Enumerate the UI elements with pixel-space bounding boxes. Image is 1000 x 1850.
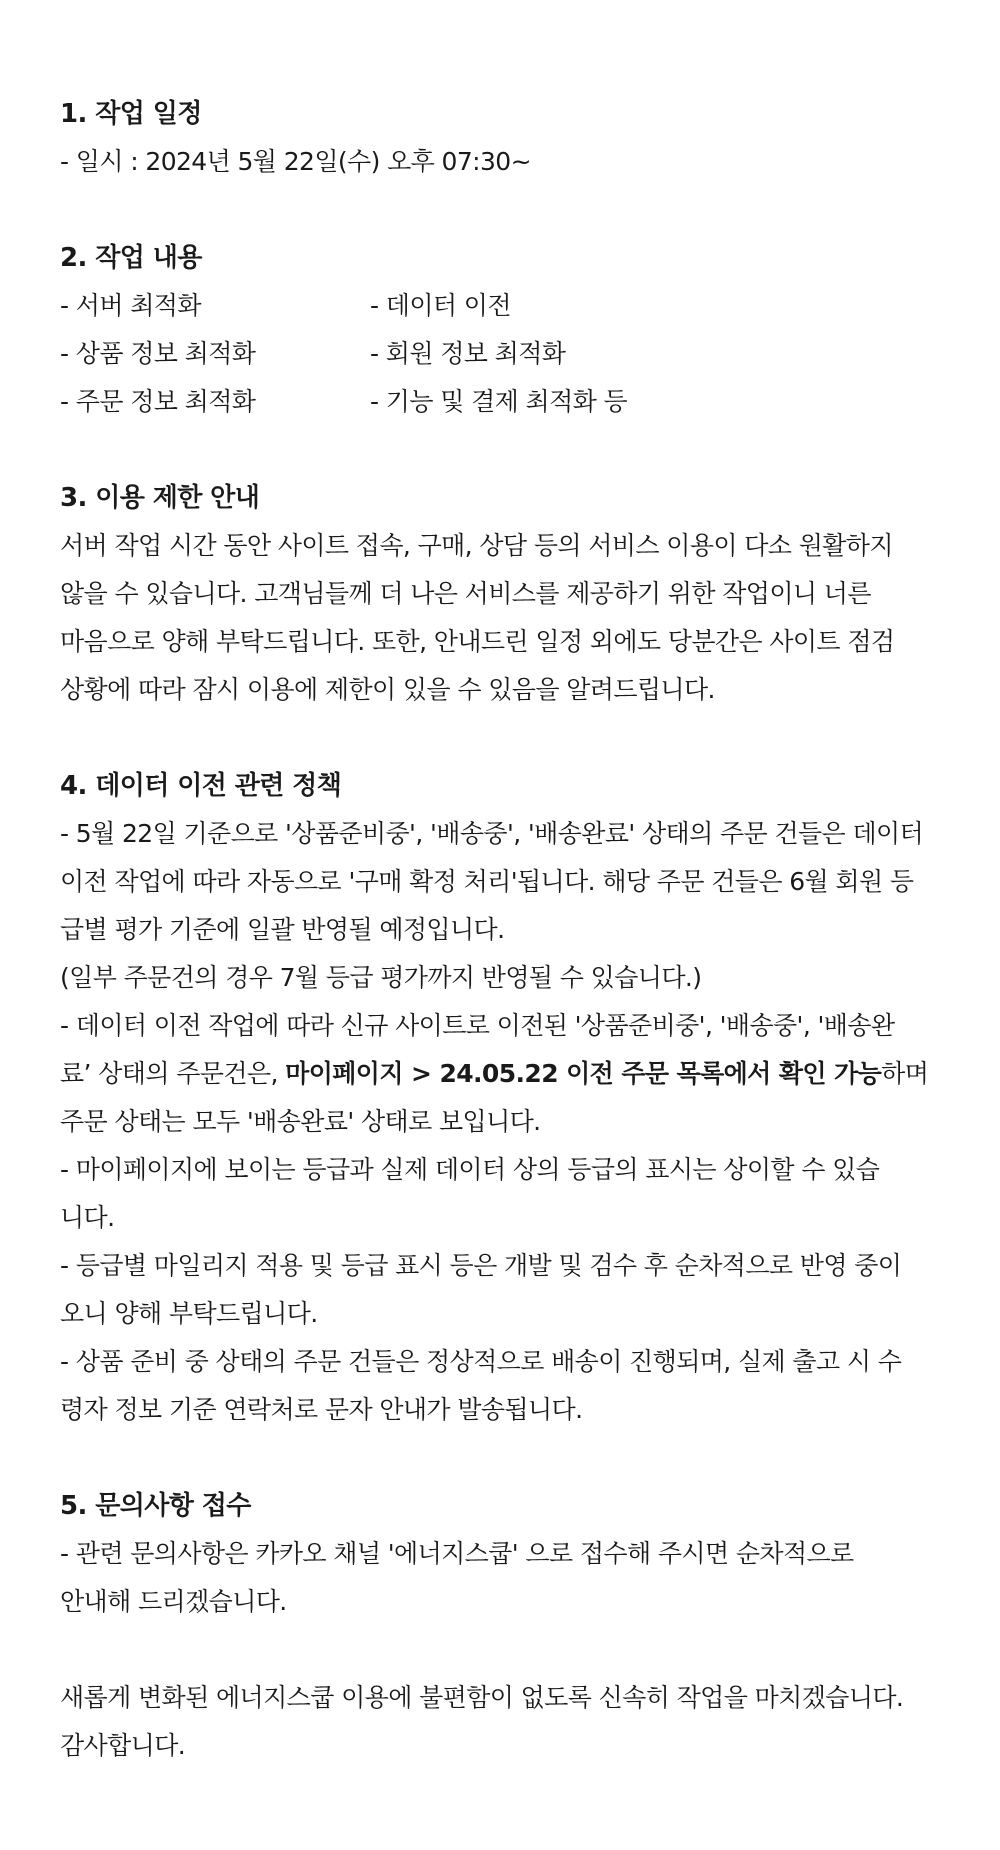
policy-line: 오니 양해 부탁드립니다. [60, 1299, 318, 1328]
restriction-line: 상황에 따라 잠시 이용에 제한이 있을 수 있음을 알려드립니다. [60, 675, 715, 704]
policy-line: 이전 작업에 따라 자동으로 '구매 확정 처리'됩니다. 해당 주문 건들은 6월 회원 등 [60, 867, 914, 896]
work-item: - 서버 최적화 [60, 291, 201, 320]
restriction-line: 마음으로 양해 부탁드립니다. 또한, 안내드린 일정 외에도 당분간은 사이트 점검 [60, 627, 895, 656]
closing-line: 새롭게 변화된 에너지스쿱 이용에 불편함이 없도록 신속히 작업을 마치겠습니다. [60, 1683, 904, 1712]
section-work [60, 234, 940, 426]
work-items-grid [60, 282, 940, 426]
section-title-policy: 4. 데이터 이전 관련 정책 [60, 771, 342, 801]
work-item: - 데이터 이전 [370, 291, 511, 320]
inquiry-line: 안내해 드리겠습니다. [60, 1587, 287, 1616]
closing-line: 감사합니다. [60, 1731, 186, 1760]
section-closing [60, 1674, 940, 1770]
policy-line: 령자 정보 기준 연락처로 문자 안내가 발송됩니다. [60, 1395, 583, 1424]
restriction-line: 서버 작업 시간 동안 사이트 접속, 구매, 상담 등의 서비스 이용이 다소 원활하지 [60, 531, 893, 560]
section-restriction [60, 474, 940, 714]
policy-line: 주문 상태는 모두 '배송완료' 상태로 보입니다. [60, 1107, 541, 1136]
policy-line: - 상품 준비 중 상태의 주문 건들은 정상적으로 배송이 진행되며, 실제 출고 시 수 [60, 1347, 902, 1376]
policy-line: - 5월 22일 기준으로 '상품준비중', '배송중', '배송완료' 상태의 주문 건들은 데이터 [60, 819, 924, 848]
section-schedule [60, 90, 940, 186]
section-inquiry [60, 1482, 940, 1626]
work-item: - 회원 정보 최적화 [370, 339, 566, 368]
section-title-schedule: 1. 작업 일정 [60, 99, 202, 129]
section-policy [60, 762, 940, 1434]
policy-mixed-before: 료’ 상태의 주문건은, [60, 1059, 286, 1088]
mypage-order-list-highlight: 마이페이지 > 24.05.22 이전 주문 목록에서 확인 가능 [285, 1059, 882, 1088]
section-title-inquiry: 5. 문의사항 접수 [60, 1491, 251, 1521]
policy-line: - 데이터 이전 작업에 따라 신규 사이트로 이전된 '상품준비중', '배송중', '배송완 [60, 1011, 895, 1040]
schedule-line: - 일시 : 2024년 5월 22일(수) 오후 07:30~ [60, 147, 531, 176]
work-item: - 상품 정보 최적화 [60, 339, 256, 368]
work-item: - 기능 및 결제 최적화 등 [370, 387, 628, 416]
inquiry-line: - 관련 문의사항은 카카오 채널 '에너지스쿱' 으로 접수해 주시면 순차적으로 [60, 1539, 854, 1568]
policy-line: - 등급별 마일리지 적용 및 등급 표시 등은 개발 및 검수 후 순차적으로 반영 중이 [60, 1251, 902, 1280]
section-title-restriction: 3. 이용 제한 안내 [60, 483, 260, 513]
policy-line: - 마이페이지에 보이는 등급과 실제 데이터 상의 등급의 표시는 상이할 수 있습 [60, 1155, 880, 1184]
policy-line: 니다. [60, 1203, 115, 1232]
policy-mixed-after: 하며 [881, 1059, 929, 1088]
section-title-work: 2. 작업 내용 [60, 243, 202, 273]
policy-line: 급별 평가 기준에 일괄 반영될 예정입니다. [60, 915, 505, 944]
work-item: - 주문 정보 최적화 [60, 387, 256, 416]
restriction-line: 않을 수 있습니다. 고객님들께 더 나은 서비스를 제공하기 위한 작업이니 너른 [60, 579, 871, 608]
policy-line: (일부 주문건의 경우 7월 등급 평가까지 반영될 수 있습니다.) [60, 963, 702, 992]
policy-mixed-line [60, 1050, 940, 1098]
